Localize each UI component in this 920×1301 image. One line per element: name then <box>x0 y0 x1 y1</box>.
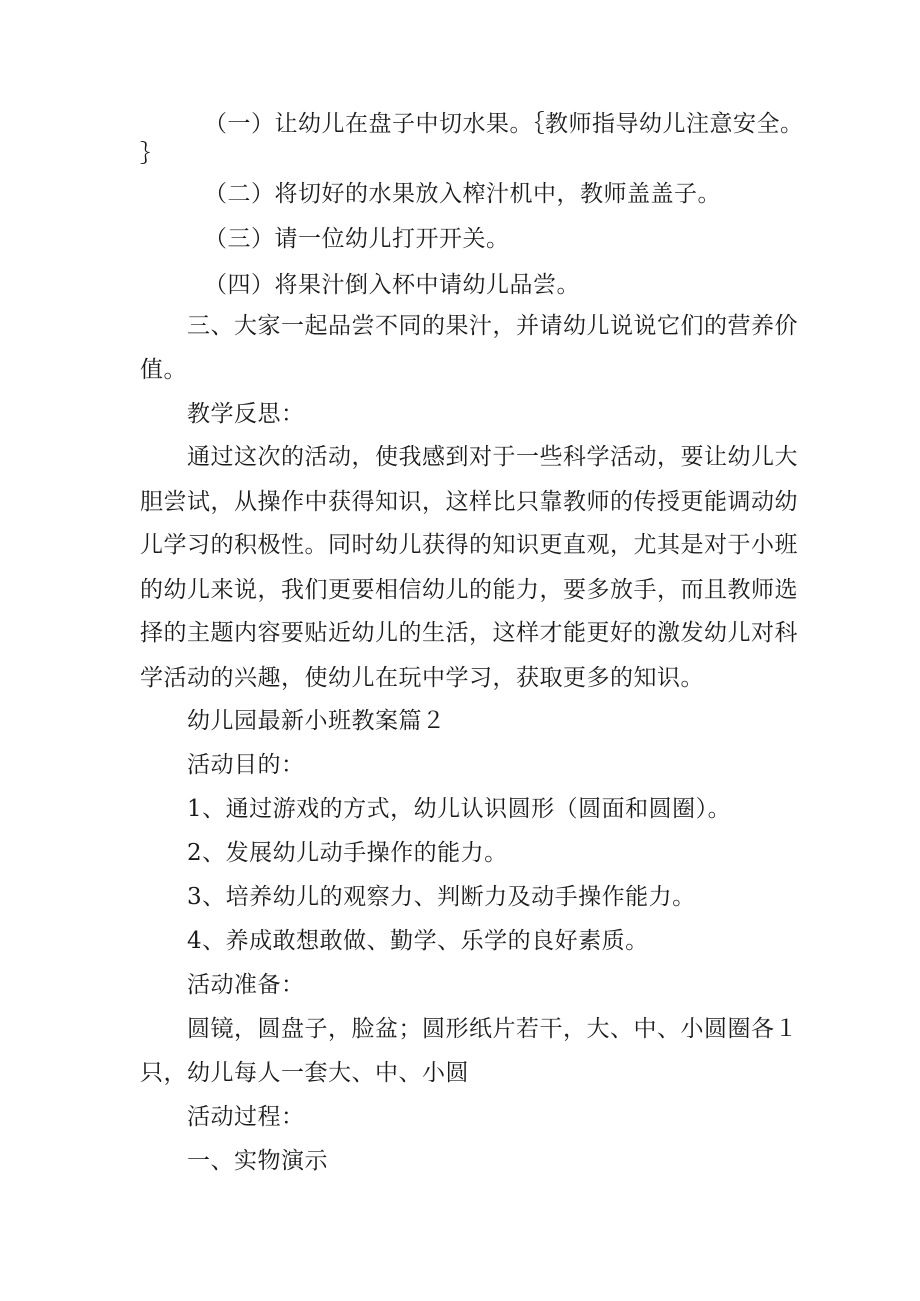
text-line: 活动目的： <box>187 752 305 778</box>
text-line: 儿学习的积极性。同时幼儿获得的知识更直观，尤其是对于小班 <box>140 532 798 558</box>
text-line: （二）将切好的水果放入榨汁机中，教师盖盖子。 <box>204 181 721 207</box>
text-line: 活动准备： <box>187 972 305 998</box>
text-line: 通过这次的活动，使我感到对于一些科学活动，要让幼儿大 <box>187 444 798 470</box>
text-line: 2、发展幼儿动手操作的能力。 <box>187 840 508 866</box>
text-line: （三）请一位幼儿打开开关。 <box>204 226 510 252</box>
text-line: 教学反思： <box>187 401 305 427</box>
text-line: 胆尝试，从操作中获得知识，这样比只靠教师的传授更能调动幼 <box>140 489 798 515</box>
text-line: 值。 <box>140 357 187 383</box>
text-line: 的幼儿来说，我们更要相信幼儿的能力，要多放手，而且教师选 <box>140 577 798 603</box>
section-heading: 幼儿园最新小班教案篇２ <box>187 708 446 734</box>
text-line: 学活动的兴趣，使幼儿在玩中学习，获取更多的知识。 <box>140 665 704 691</box>
text-line: 圆镜，圆盘子，脸盆；圆形纸片若干，大、中、小圆圈各１ <box>187 1016 798 1042</box>
text-line: （一）让幼儿在盘子中切水果。｛教师指导幼儿注意安全。 <box>204 111 804 137</box>
text-line: 1、通过游戏的方式，幼儿认识圆形（圆面和圆圈）。 <box>187 796 732 822</box>
text-line: 活动过程： <box>187 1104 305 1130</box>
text-line: ｝ <box>140 141 164 167</box>
text-line: 三、大家一起品尝不同的果汁，并请幼儿说说它们的营养价 <box>187 313 798 339</box>
text-line: 4、养成敢想敢做、勤学、乐学的良好素质。 <box>187 928 649 954</box>
text-line: 择的主题内容要贴近幼儿的生活，这样才能更好的激发幼儿对科 <box>140 620 798 646</box>
text-line: 只，幼儿每人一套大、中、小圆 <box>140 1060 469 1086</box>
text-line: （四）将果汁倒入杯中请幼儿品尝。 <box>204 272 580 298</box>
text-line: 3、培养幼儿的观察力、判断力及动手操作能力。 <box>187 884 696 910</box>
text-line: 一、实物演示 <box>187 1148 328 1174</box>
